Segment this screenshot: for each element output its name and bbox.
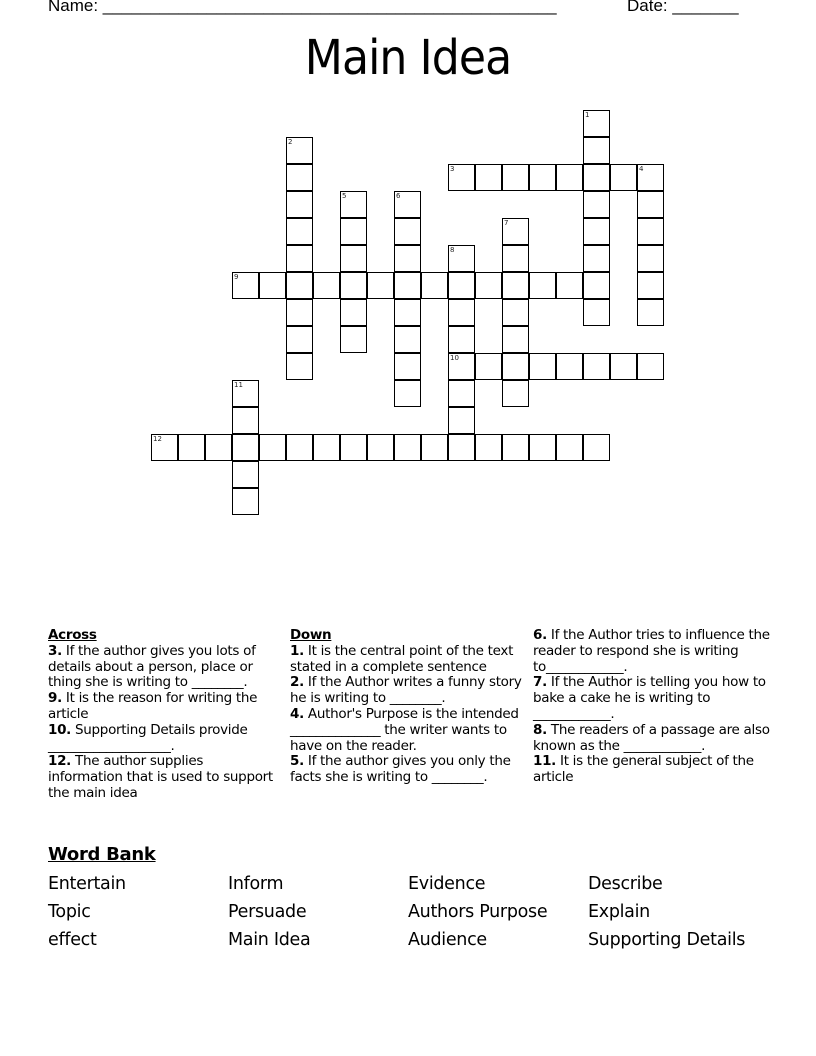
crossword-cell[interactable]: [340, 191, 367, 218]
crossword-cell[interactable]: [286, 218, 313, 245]
crossword-cell[interactable]: [583, 164, 610, 191]
word-bank-item: Supporting Details: [588, 930, 746, 950]
clue-number: 5: [342, 192, 347, 200]
crossword-cell[interactable]: [286, 245, 313, 272]
crossword-cell[interactable]: [502, 326, 529, 353]
crossword-cell[interactable]: [583, 245, 610, 272]
crossword-cell[interactable]: [583, 299, 610, 326]
crossword-cell[interactable]: [232, 380, 259, 407]
crossword-cell[interactable]: [286, 191, 313, 218]
clue-text: The readers of a passage are also known as the ____________.: [533, 721, 770, 754]
word-bank-item: Explain: [588, 902, 650, 922]
crossword-cell[interactable]: [259, 434, 286, 461]
crossword-cell[interactable]: [394, 191, 421, 218]
word-bank-item: Topic: [48, 902, 91, 922]
clue-number: 8: [450, 246, 455, 254]
clue-number: 10: [450, 354, 459, 362]
crossword-cell[interactable]: [448, 164, 475, 191]
crossword-cell[interactable]: [205, 434, 232, 461]
crossword-cell[interactable]: [502, 434, 529, 461]
clue-text: Author's Purpose is the intended ______________ the writer wants to have on the reader.: [290, 705, 519, 754]
clue-text: If the Author is telling you how to bake a cake he is writing to ____________.: [533, 674, 766, 722]
crossword-cell[interactable]: [286, 353, 313, 380]
crossword-cell[interactable]: [637, 218, 664, 245]
clue-number: 8.: [533, 721, 547, 738]
word-bank-item: Describe: [588, 874, 663, 894]
clue-text: Supporting Details provide ___________________.: [48, 721, 248, 754]
clue-down: [533, 675, 773, 722]
clue-across: [48, 691, 280, 723]
crossword-cell[interactable]: [637, 299, 664, 326]
crossword-cell[interactable]: [448, 380, 475, 407]
crossword-cell[interactable]: [340, 218, 367, 245]
crossword-cell[interactable]: [529, 272, 556, 299]
crossword-cell[interactable]: [556, 164, 583, 191]
crossword-cell[interactable]: [448, 407, 475, 434]
crossword-cell[interactable]: [529, 353, 556, 380]
word-bank-item: effect: [48, 930, 97, 950]
crossword-cell[interactable]: [556, 434, 583, 461]
crossword-cell[interactable]: [610, 353, 637, 380]
clue-text: If the Author tries to influence the reader to respond she is writing to____________.: [533, 627, 770, 675]
word-bank-item: Persuade: [228, 902, 307, 922]
crossword-cell[interactable]: [475, 353, 502, 380]
name-field-label: Name: ________________________________________________: [48, 0, 557, 15]
crossword-cell[interactable]: [313, 434, 340, 461]
crossword-cell[interactable]: [367, 434, 394, 461]
clue-number: 2: [288, 138, 293, 146]
down-heading: Down: [290, 627, 332, 643]
crossword-cell[interactable]: [394, 434, 421, 461]
clue-number: 1: [585, 111, 590, 119]
clue-text: It is the reason for writing the article: [48, 690, 258, 722]
clue-text: If the author gives you lots of details about a person, place or thing she is writing to ________.: [48, 642, 256, 691]
crossword-cell[interactable]: [367, 272, 394, 299]
clue-number: 12: [153, 435, 162, 443]
crossword-cell[interactable]: [583, 191, 610, 218]
crossword-cell[interactable]: [394, 245, 421, 272]
crossword-cell[interactable]: [394, 218, 421, 245]
crossword-cell[interactable]: [583, 110, 610, 137]
crossword-cell[interactable]: [232, 461, 259, 488]
crossword-cell[interactable]: [583, 434, 610, 461]
crossword-cell[interactable]: [394, 272, 421, 299]
clue-number: 6.: [533, 627, 547, 643]
crossword-cell[interactable]: [583, 272, 610, 299]
crossword-cell[interactable]: [556, 272, 583, 299]
word-bank-title: Word Bank: [48, 844, 156, 865]
clue-text: It is the central point of the text stated in a complete sentence: [290, 642, 514, 675]
crossword-cell[interactable]: [340, 434, 367, 461]
crossword-cell[interactable]: [502, 380, 529, 407]
clue-across: [48, 644, 280, 691]
clue-number: 3.: [48, 642, 62, 659]
clue-number: 9.: [48, 690, 62, 707]
clue-down: [533, 754, 773, 786]
crossword-cell[interactable]: [232, 407, 259, 434]
crossword-cell[interactable]: [583, 137, 610, 164]
clue-number: 3: [450, 165, 455, 173]
crossword-cell[interactable]: [340, 272, 367, 299]
clue-number: 9: [234, 273, 239, 281]
crossword-cell[interactable]: [502, 164, 529, 191]
crossword-cell[interactable]: [529, 164, 556, 191]
clue-down: [290, 675, 522, 707]
crossword-cell[interactable]: [448, 299, 475, 326]
word-bank-item: Evidence: [408, 874, 486, 894]
crossword-cell[interactable]: [340, 326, 367, 353]
clue-text: The author supplies information that is used to support the main idea: [48, 753, 273, 801]
clue-number: 7.: [533, 674, 547, 691]
word-bank-item: Main Idea: [228, 930, 311, 950]
word-bank-item: Entertain: [48, 874, 126, 894]
clue-number: 6: [396, 192, 401, 200]
clue-number: 5.: [290, 753, 304, 770]
crossword-cell[interactable]: [340, 245, 367, 272]
crossword-cell[interactable]: [448, 272, 475, 299]
crossword-cell[interactable]: [556, 353, 583, 380]
crossword-cell[interactable]: [151, 434, 178, 461]
crossword-cell[interactable]: [286, 164, 313, 191]
crossword-cell[interactable]: [502, 218, 529, 245]
crossword-cell[interactable]: [502, 353, 529, 380]
clue-number: 2.: [290, 674, 304, 691]
clue-text: If the author gives you only the facts she is writing to ________.: [290, 753, 511, 786]
crossword-cell[interactable]: [637, 245, 664, 272]
clue-text: If the Author writes a funny story he is writing to ________.: [290, 674, 522, 707]
crossword-cell[interactable]: [637, 164, 664, 191]
crossword-cell[interactable]: [502, 245, 529, 272]
crossword-cell[interactable]: [394, 353, 421, 380]
word-bank: [48, 873, 778, 951]
date-field-label: Date: _______: [627, 0, 739, 15]
crossword-cell[interactable]: [448, 245, 475, 272]
clue-number: 11.: [533, 753, 557, 770]
crossword-cell[interactable]: [637, 353, 664, 380]
crossword-cell[interactable]: [286, 326, 313, 353]
crossword-cell[interactable]: [286, 434, 313, 461]
crossword-cell[interactable]: [610, 164, 637, 191]
clue-down: [290, 707, 522, 754]
clue-number: 4.: [290, 705, 304, 722]
clue-number: 1.: [290, 642, 304, 659]
crossword-cell[interactable]: [313, 272, 340, 299]
crossword-cell[interactable]: [583, 218, 610, 245]
crossword-cell[interactable]: [502, 272, 529, 299]
page-title: Main Idea: [304, 30, 512, 86]
clue-number: 4: [639, 165, 644, 173]
crossword-cell[interactable]: [340, 299, 367, 326]
crossword-cell[interactable]: [232, 434, 259, 461]
crossword-cell[interactable]: [475, 434, 502, 461]
crossword-cell[interactable]: [286, 272, 313, 299]
crossword-cell[interactable]: [637, 272, 664, 299]
clues-down-continued: [533, 628, 773, 786]
crossword-cell[interactable]: [286, 299, 313, 326]
crossword-cell[interactable]: [232, 272, 259, 299]
clue-number: 12.: [48, 753, 72, 770]
crossword-cell[interactable]: [394, 299, 421, 326]
clue-text: It is the general subject of the article: [533, 753, 754, 786]
word-bank-item: Audience: [408, 930, 487, 950]
crossword-cell[interactable]: [583, 353, 610, 380]
crossword-cell[interactable]: [421, 272, 448, 299]
crossword-cell[interactable]: [448, 353, 475, 380]
clue-across: [48, 723, 280, 755]
crossword-cell[interactable]: [448, 434, 475, 461]
clue-number: 7: [504, 219, 509, 227]
crossword-cell[interactable]: [286, 137, 313, 164]
clue-down: [533, 628, 773, 675]
crossword-cell[interactable]: [475, 164, 502, 191]
clue-down: [290, 644, 522, 676]
clues-down: [290, 628, 522, 786]
crossword-cell[interactable]: [394, 380, 421, 407]
clue-across: [48, 754, 280, 801]
clue-number: 11: [234, 381, 243, 389]
crossword-cell[interactable]: [421, 434, 448, 461]
crossword-cell[interactable]: [475, 272, 502, 299]
crossword-cell[interactable]: [529, 434, 556, 461]
clue-down: [533, 723, 773, 755]
crossword-cell[interactable]: [637, 191, 664, 218]
across-heading: Across: [48, 627, 97, 643]
crossword-cell[interactable]: [502, 299, 529, 326]
clues-across: [48, 628, 280, 802]
word-bank-item: Authors Purpose: [408, 902, 548, 922]
crossword-cell[interactable]: [394, 326, 421, 353]
clue-down: [290, 754, 522, 786]
word-bank-item: Inform: [228, 874, 284, 894]
crossword-cell[interactable]: [232, 488, 259, 515]
crossword-cell[interactable]: [178, 434, 205, 461]
crossword-cell[interactable]: [448, 326, 475, 353]
crossword-cell[interactable]: [259, 272, 286, 299]
clue-number: 10.: [48, 721, 72, 738]
